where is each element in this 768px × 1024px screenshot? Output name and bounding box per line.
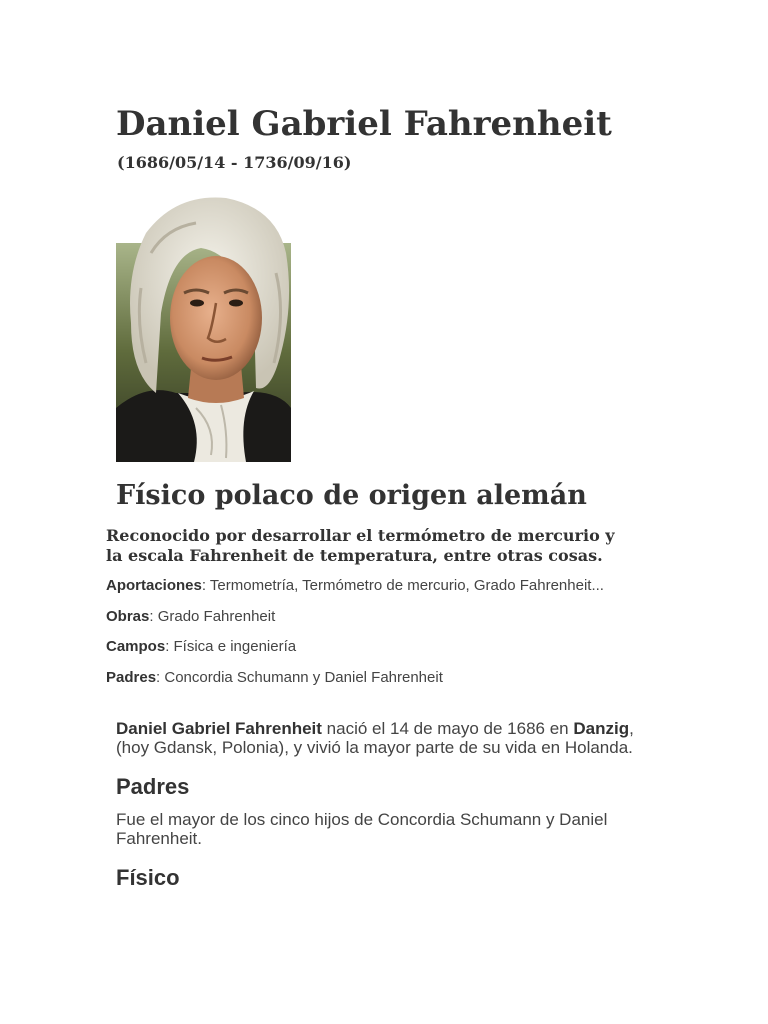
padres-line: Fahrenheit.: [116, 829, 202, 848]
fact-aportaciones: [106, 577, 604, 595]
portrait-image: [116, 193, 291, 462]
summary-line: la escala Fahrenheit de temperatura, entre otras cosas.: [106, 546, 603, 565]
bio-line: (hoy Gdansk, Polonia), y vivió la mayor parte de su vida en Holanda.: [116, 738, 633, 757]
padres-paragraph: [116, 810, 607, 848]
fact-value: : Concordia Schumann y Daniel Fahrenheit: [156, 669, 443, 686]
fact-obras: [106, 608, 275, 626]
bio-place: Danzig: [573, 719, 630, 738]
profile-summary: [106, 526, 676, 566]
fact-value: : Termometría, Termómetro de mercurio, Grado Fahrenheit...: [201, 577, 604, 594]
fact-label: Padres: [106, 669, 157, 686]
fact-label: Obras: [106, 608, 150, 625]
summary-line: Reconocido por desarrollar el termómetro de mercurio y: [106, 526, 615, 545]
section-heading-fisico: Físico: [116, 865, 180, 890]
profile-subtitle: Físico polaco de origen alemán: [116, 480, 587, 511]
bio-paragraph: [116, 719, 634, 757]
padres-line: Fue el mayor de los cinco hijos de Concordia Schumann y Daniel: [116, 810, 608, 829]
page-title: Daniel Gabriel Fahrenheit: [116, 104, 612, 144]
fact-padres: [106, 669, 443, 687]
section-heading-padres: Padres: [116, 774, 190, 799]
fact-value: : Grado Fahrenheit: [149, 608, 276, 625]
fact-label: Campos: [106, 638, 166, 655]
fact-value: : Física e ingeniería: [165, 638, 297, 655]
bio-name: Daniel Gabriel Fahrenheit: [116, 719, 322, 738]
fact-campos: [106, 638, 296, 656]
life-dates: (1686/05/14 - 1736/09/16): [117, 153, 352, 172]
fact-label: Aportaciones: [106, 577, 202, 594]
bio-line: Daniel Gabriel Fahrenheit nació el 14 de mayo de 1686 en Danzig,: [116, 719, 634, 738]
